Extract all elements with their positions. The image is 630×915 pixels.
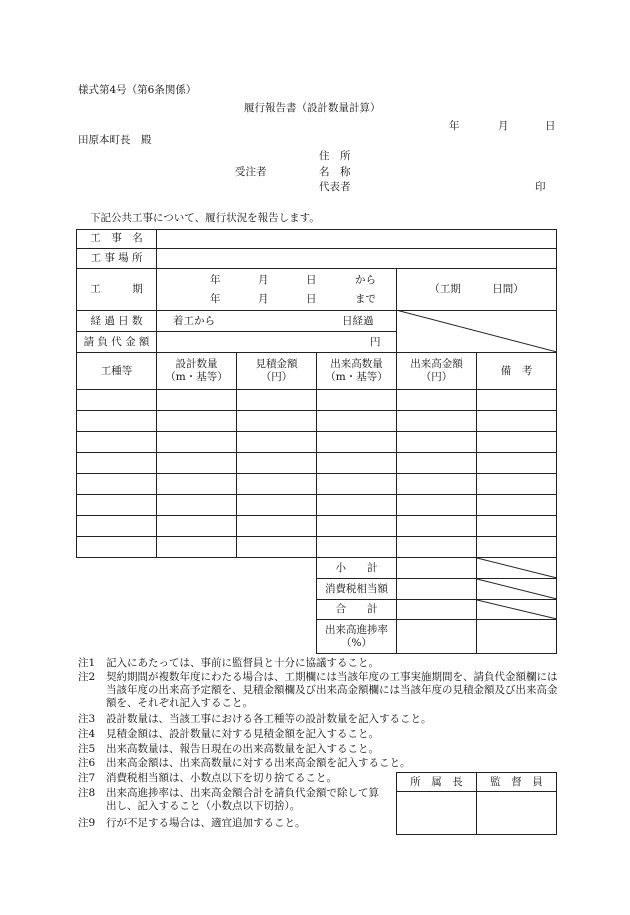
period-end-suffix: まで xyxy=(355,293,376,305)
row-cell-progress-quantity[interactable] xyxy=(317,474,396,494)
row-cell-progress-quantity[interactable] xyxy=(317,516,396,536)
note-text: 出来高進捗率は、出来高金額合計を請負代金額で除して算出し、記入すること（小数点以下切捨）。 xyxy=(106,787,379,812)
elapsed-start: 着工から xyxy=(173,315,215,327)
row-cell-progress-amount[interactable] xyxy=(397,474,476,494)
period-start-month: 月 xyxy=(258,274,269,286)
row-cell-progress-amount[interactable] xyxy=(397,537,476,557)
contract-amount-yen: 円 xyxy=(370,336,381,348)
row-cell-design-quantity[interactable] xyxy=(157,411,236,431)
progress-rate-cell[interactable] xyxy=(397,620,476,653)
row-cell-work-type[interactable] xyxy=(77,432,156,452)
note-id: 注2 xyxy=(78,671,96,683)
project-site-field[interactable] xyxy=(157,249,556,268)
row-cell-remarks[interactable] xyxy=(477,411,556,431)
row-cell-progress-amount[interactable] xyxy=(397,516,476,536)
row-cell-progress-amount[interactable] xyxy=(397,495,476,515)
row-cell-progress-quantity[interactable] xyxy=(317,390,396,410)
note-text: 出来高数量は、報告日現在の出来高数量を記入すること。 xyxy=(106,743,379,755)
document-title: 履行報告書（設計数量計算） xyxy=(244,102,381,114)
date-month: 月 xyxy=(498,120,509,132)
row-cell-design-quantity[interactable] xyxy=(157,474,236,494)
subtotal-amount-cell[interactable] xyxy=(397,558,476,578)
row-cell-estimate-amount[interactable] xyxy=(237,537,316,557)
note-id: 注9 xyxy=(78,817,96,829)
project-name-label: 工 事 名 xyxy=(90,232,143,244)
summary-diagonals xyxy=(477,558,557,620)
note-id: 注5 xyxy=(78,743,96,755)
period-days[interactable]: （工期 日間） xyxy=(429,283,524,295)
form-number: 様式第4号（第6条関係） xyxy=(78,84,197,96)
header-work-type: 工種等 xyxy=(100,364,133,377)
row-cell-progress-quantity[interactable] xyxy=(317,495,396,515)
date-day: 日 xyxy=(545,120,556,132)
row-cell-remarks[interactable] xyxy=(477,537,556,557)
total-amount-cell[interactable] xyxy=(397,600,476,619)
header-remarks: 備 考 xyxy=(500,364,533,377)
diagonal-strike xyxy=(396,310,557,352)
row-cell-design-quantity[interactable] xyxy=(157,453,236,473)
row-cell-progress-amount[interactable] xyxy=(397,411,476,431)
row-cell-design-quantity[interactable] xyxy=(157,495,236,515)
period-start-suffix: から xyxy=(355,274,376,286)
contractor-label: 受注者 xyxy=(235,166,267,178)
row-cell-remarks[interactable] xyxy=(477,495,556,515)
row-cell-progress-quantity[interactable] xyxy=(317,453,396,473)
row-cell-work-type[interactable] xyxy=(77,537,156,557)
header-progress-quantity: 出来高数量 （m・基等） xyxy=(325,358,388,383)
header-estimate-amount: 見積金額 （円） xyxy=(255,358,298,383)
row-cell-work-type[interactable] xyxy=(77,411,156,431)
contractor-name-label: 名 称 xyxy=(319,166,351,178)
note-text: 設計数量は、当該工事における各工種等の設計数量を記入すること。 xyxy=(106,713,432,725)
row-cell-work-type[interactable] xyxy=(77,453,156,473)
row-cell-estimate-amount[interactable] xyxy=(237,474,316,494)
total-label: 合 計 xyxy=(335,603,378,615)
note-id: 注4 xyxy=(78,728,96,740)
contractor-rep-label: 代表者 xyxy=(319,181,351,193)
elapsed-days-label: 経 過 日 数 xyxy=(90,314,143,327)
row-cell-remarks[interactable] xyxy=(477,390,556,410)
row-cell-progress-quantity[interactable] xyxy=(317,537,396,557)
row-cell-progress-amount[interactable] xyxy=(397,432,476,452)
addressee: 田原本町長 殿 xyxy=(78,134,152,146)
date-year: 年 xyxy=(449,120,460,132)
period-end-day: 日 xyxy=(306,293,317,305)
seal-mark: 印 xyxy=(535,181,546,193)
note-text: 出来高金額は、出来高数量に対する出来高金額を記入すること。 xyxy=(106,757,411,769)
header-progress-amount: 出来高金額 （円） xyxy=(410,358,463,383)
row-cell-progress-quantity[interactable] xyxy=(317,411,396,431)
supervisor-label: 監 督 員 xyxy=(490,775,543,788)
row-cell-remarks[interactable] xyxy=(477,453,556,473)
row-cell-work-type[interactable] xyxy=(77,495,156,515)
section-chief-stamp[interactable] xyxy=(397,792,476,834)
contractor-address-label: 住 所 xyxy=(319,150,351,162)
row-cell-estimate-amount[interactable] xyxy=(237,453,316,473)
row-cell-remarks[interactable] xyxy=(477,516,556,536)
supervisor-stamp[interactable] xyxy=(477,792,556,834)
row-cell-progress-amount[interactable] xyxy=(397,453,476,473)
note-text: 契約期間が複数年度にわたる場合は、工期欄には当該年度の工事実施期間を、請負代金額欄には当該年度の出来高予定額を、見積金額欄及び出来高金額欄には当該年度の見積金額及び出来高金額を、それぞれ記入すること。 xyxy=(106,671,558,709)
period-start-day: 日 xyxy=(306,274,317,286)
row-cell-progress-quantity[interactable] xyxy=(317,432,396,452)
note-id: 注6 xyxy=(78,757,96,769)
tax-label: 消費税相当額 xyxy=(325,582,388,595)
note-id: 注7 xyxy=(78,772,96,784)
row-cell-estimate-amount[interactable] xyxy=(237,495,316,515)
progress-rate-label: 出来高進捗率 （%） xyxy=(325,623,388,649)
note-text: 記入にあたっては、事前に監督員と十分に協議すること。 xyxy=(106,657,379,669)
row-cell-remarks[interactable] xyxy=(477,474,556,494)
progress-rate-remarks-cell[interactable] xyxy=(477,620,556,653)
intro-text: 下記公共工事について、履行状況を報告します。 xyxy=(90,212,320,224)
row-cell-design-quantity[interactable] xyxy=(157,537,236,557)
contract-amount-label: 請 負 代 金 額 xyxy=(83,335,150,348)
period-start-year: 年 xyxy=(210,274,221,286)
row-cell-design-quantity[interactable] xyxy=(157,516,236,536)
row-cell-estimate-amount[interactable] xyxy=(237,390,316,410)
period-label: 工 期 xyxy=(90,283,143,295)
note-id: 注3 xyxy=(78,713,96,725)
tax-amount-cell[interactable] xyxy=(397,579,476,599)
note-id: 注8 xyxy=(78,787,96,799)
note-id: 注1 xyxy=(78,657,96,669)
note-text: 消費税相当額は、小数点以下を切り捨てること。 xyxy=(106,772,337,784)
period-end-year: 年 xyxy=(210,293,221,305)
row-cell-estimate-amount[interactable] xyxy=(237,432,316,452)
note-text: 行が不足する場合は、適宜追加すること。 xyxy=(106,817,306,829)
period-end-month: 月 xyxy=(258,293,269,305)
project-name-field[interactable] xyxy=(157,229,556,248)
row-cell-remarks[interactable] xyxy=(477,432,556,452)
project-site-label: 工 事 場 所 xyxy=(90,252,143,264)
row-cell-work-type[interactable] xyxy=(77,474,156,494)
section-chief-label: 所 属 長 xyxy=(410,775,463,788)
row-cell-design-quantity[interactable] xyxy=(157,432,236,452)
row-cell-design-quantity[interactable] xyxy=(157,390,236,410)
row-cell-work-type[interactable] xyxy=(77,516,156,536)
row-cell-work-type[interactable] xyxy=(77,390,156,410)
header-design-quantity: 設計数量 （m・基等） xyxy=(165,358,228,383)
note-text: 見積金額は、設計数量に対する見積金額を記入すること。 xyxy=(106,728,379,740)
row-cell-estimate-amount[interactable] xyxy=(237,516,316,536)
row-cell-estimate-amount[interactable] xyxy=(237,411,316,431)
subtotal-label: 小 計 xyxy=(335,561,378,574)
row-cell-progress-amount[interactable] xyxy=(397,390,476,410)
elapsed-end: 日経過 xyxy=(342,315,374,327)
